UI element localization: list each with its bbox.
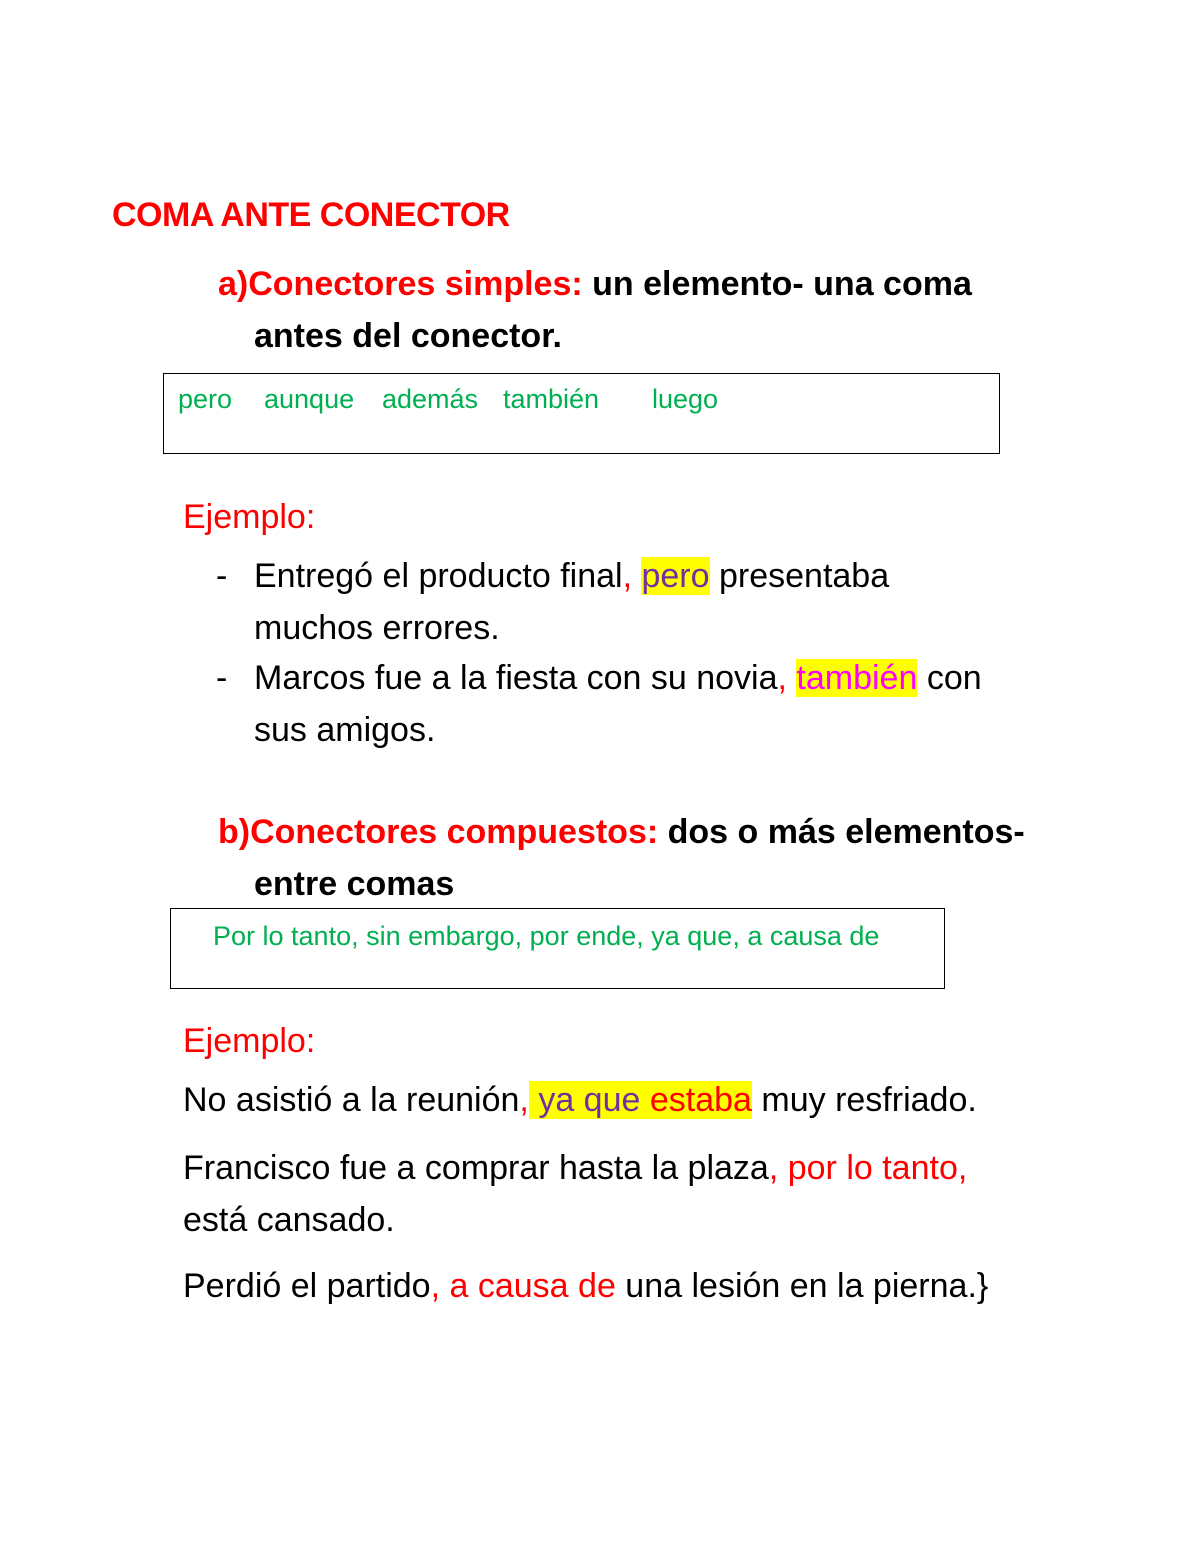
section-a-description: un elemento- una coma <box>582 265 972 303</box>
section-b-description: dos o más elementos- <box>658 813 1025 851</box>
bullet-dash: - <box>216 659 228 697</box>
section-a-description-line2: antes del conector. <box>254 317 562 355</box>
section-b-label: Conectores compuestos: <box>250 813 659 851</box>
example-sentence <box>183 1074 977 1126</box>
example-sentence <box>183 1142 967 1194</box>
comma: , <box>622 557 633 595</box>
sentence-text: una lesión en la pierna.} <box>615 1267 989 1305</box>
example-sentence <box>254 550 889 602</box>
sentence-text: Perdió el partido <box>183 1267 431 1305</box>
connector-item: también <box>503 384 600 414</box>
sentence-text: muy resfriado. <box>751 1081 977 1119</box>
connector-item: luego <box>652 384 719 414</box>
sentence-text: con <box>917 659 982 697</box>
sentence-text: Marcos fue a la fiesta con su novia <box>254 659 778 697</box>
connector-item: aunque <box>264 384 355 414</box>
section-b-marker: b) <box>218 813 251 851</box>
example-sentence-continuation: muchos errores. <box>254 609 500 647</box>
section-a-label: Conectores simples: <box>248 265 583 303</box>
section-a-marker: a) <box>218 265 249 303</box>
connector-text: ya que <box>528 1081 650 1119</box>
section-b-heading <box>218 806 1025 858</box>
example-sentence-continuation: sus amigos. <box>254 711 436 749</box>
example-label: Ejemplo: <box>183 1022 316 1060</box>
highlighted-connector <box>529 1081 752 1119</box>
sentence-text: Francisco fue a comprar hasta la plaza <box>183 1149 769 1187</box>
example-sentence <box>254 652 982 704</box>
page-title: COMA ANTE CONECTOR <box>112 196 510 234</box>
comma: , <box>777 659 787 697</box>
sentence-text: No asistió a la reunión <box>183 1081 520 1119</box>
bullet-dash: - <box>216 557 228 595</box>
space <box>787 659 796 697</box>
example-label: Ejemplo: <box>183 498 316 536</box>
simple-connectors-list <box>178 384 718 415</box>
highlighted-connector: pero <box>641 557 710 595</box>
section-a-heading <box>218 258 972 310</box>
highlighted-connector: también <box>796 659 918 697</box>
simple-connectors-box <box>163 373 1000 454</box>
connector-text: , por lo tanto, <box>768 1149 968 1187</box>
sentence-text: presentaba <box>709 557 890 595</box>
connector-text: , a causa de <box>430 1267 616 1305</box>
connector-item: pero <box>178 384 233 414</box>
example-sentence <box>183 1260 988 1312</box>
compound-connectors-list: Por lo tanto, sin embargo, por ende, ya que, a causa de <box>213 921 880 951</box>
connector-item: además <box>382 384 479 414</box>
compound-connectors-box <box>170 908 945 989</box>
section-b-description-line2: entre comas <box>254 865 455 903</box>
sentence-text: Entregó el producto final <box>254 557 623 595</box>
connector-text: estaba <box>649 1081 752 1119</box>
example-sentence-continuation: está cansado. <box>183 1201 395 1239</box>
comma: , <box>519 1081 529 1119</box>
